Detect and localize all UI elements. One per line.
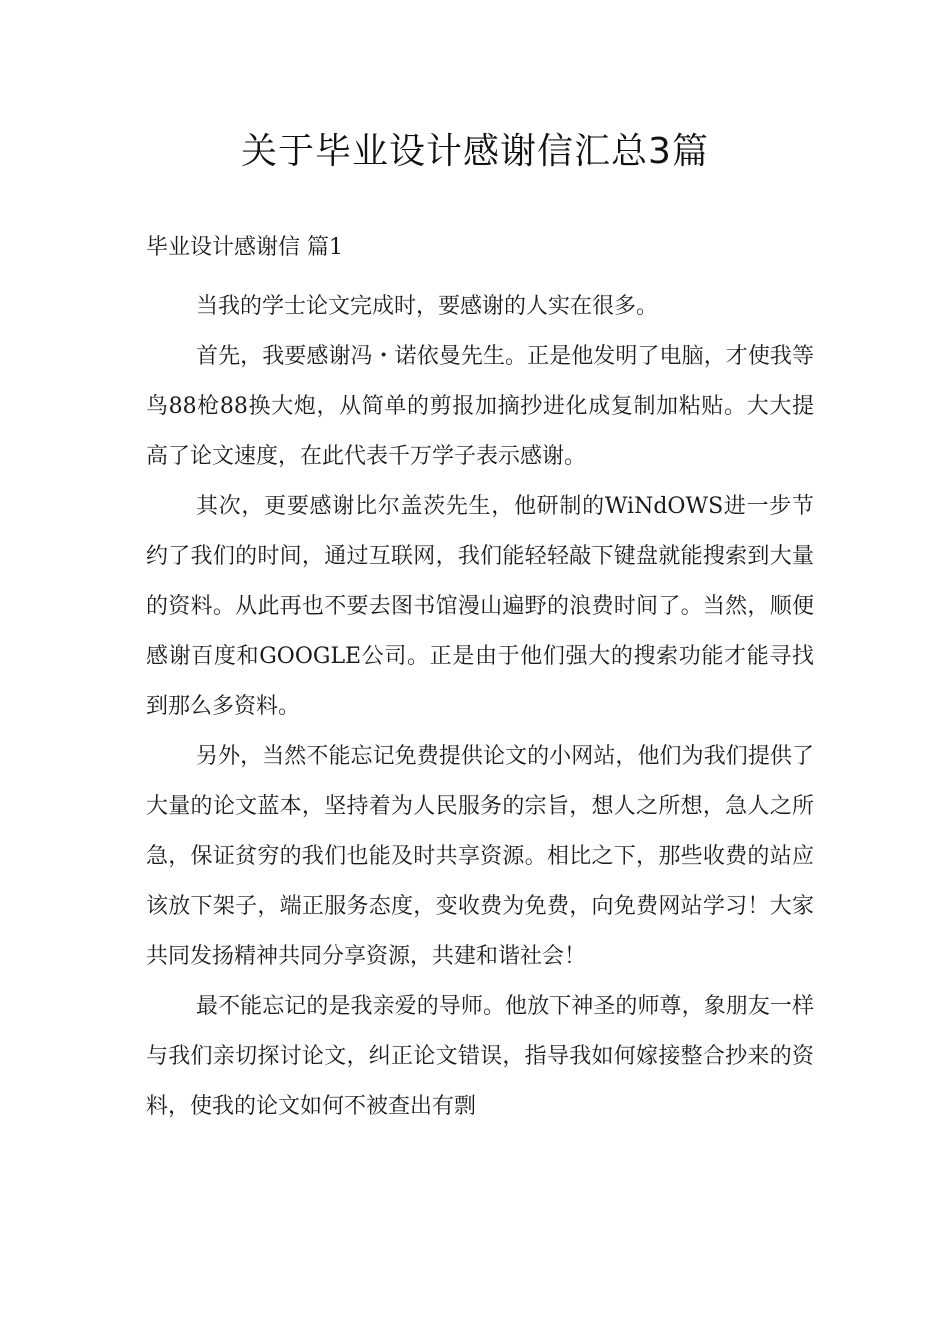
document-title: 关于毕业设计感谢信汇总3篇 [241, 131, 709, 172]
paragraph: 首先，我要感谢冯・诺依曼先生。正是他发明了电脑，才使我等鸟88枪88换大炮，从简单的剪报加摘抄进化成复制加粘贴。大大提高了论文速度，在此代表千万学子表示感谢。 [146, 344, 814, 469]
paragraph: 当我的学士论文完成时，要感谢的人实在很多。 [196, 294, 659, 319]
body-text [146, 282, 814, 1132]
section-heading: 毕业设计感谢信 篇1 [146, 235, 343, 260]
paragraph: 其次，更要感谢比尔盖茨先生，他研制的WiNdOWS进一步节约了我们的时间，通过互联网，我们能轻轻敲下键盘就能搜索到大量的资料。从此再也不要去图书馆漫山遍野的浪费时间了。当然，顺便感谢百度和GOOGLE公司。正是由于他们强大的搜索功能才能寻找到那么多资料。 [146, 494, 814, 719]
paragraph: 另外，当然不能忘记免费提供论文的小网站，他们为我们提供了大量的论文蓝本，坚持着为人民服务的宗旨，想人之所想，急人之所急，保证贫穷的我们也能及时共享资源。相比之下，那些收费的站应该放下架子，端正服务态度，变收费为免费，向免费网站学习！大家共同发扬精神共同分享资源，共建和谐社会！ [146, 744, 814, 969]
paragraph: 最不能忘记的是我亲爱的导师。他放下神圣的师尊，象朋友一样与我们亲切探讨论文，纠正论文错误，指导我如何嫁接整合抄来的资料，使我的论文如何不被查出有剽 [146, 994, 814, 1119]
